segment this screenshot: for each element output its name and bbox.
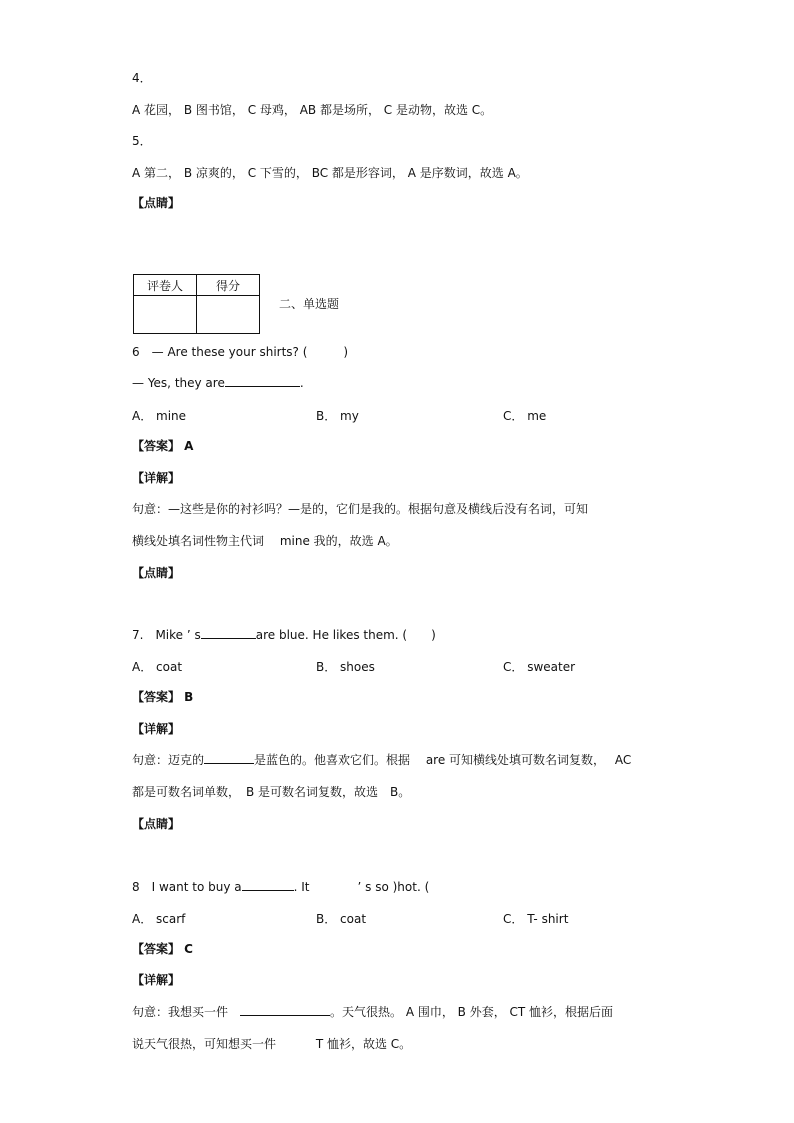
q6-option-b: B． my bbox=[316, 409, 359, 423]
q8-detail-label: 【详解】 bbox=[132, 973, 181, 987]
section-title: 二、单选题 bbox=[279, 297, 340, 311]
q6-detail-label: 【详解】 bbox=[132, 471, 181, 485]
q8-explanation-line2: 说天气很热，可知想买一件 T 恤衫，故选 C。 bbox=[132, 1037, 412, 1051]
q7-answer: 【答案】 B bbox=[132, 690, 194, 704]
q7-question: 7. Mike ’ s are blue. He likes them. ( ) bbox=[132, 628, 436, 642]
score-table-score-header: 得分 bbox=[197, 275, 260, 296]
q8-question: 8 I want to buy a . It ’ s so )hot. ( bbox=[132, 880, 430, 894]
score-table-reviewer-header: 评卷人 bbox=[134, 275, 197, 296]
q7-explanation-blank bbox=[204, 752, 254, 764]
q6-question: 6 — Are these your shirts? ( ) bbox=[132, 345, 349, 359]
q8-explanation-line1: 句意：我想买一件 。天气很热。 A 围巾， B 外套， CT 恤衫，根据后面 bbox=[132, 1005, 614, 1019]
q5-number: 5． bbox=[132, 134, 152, 148]
q6-explanation-line1: 句意：—这些是你的衬衫吗？—是的，它们是我的。根据句意及横线后没有名词，可知 bbox=[132, 502, 589, 516]
score-table-reviewer-cell[interactable] bbox=[134, 296, 197, 334]
q7-comment-label: 【点睛】 bbox=[132, 817, 181, 831]
q7-explanation-line2: 都是可数名词单数， B 是可数名词复数，故选 B。 bbox=[132, 785, 411, 799]
q8-option-b: B． coat bbox=[316, 912, 367, 926]
q7-option-c: C． sweater bbox=[503, 660, 576, 674]
q6-option-a: A． mine bbox=[132, 409, 187, 423]
q8-blank bbox=[242, 879, 294, 891]
q6-answer: 【答案】 A bbox=[132, 439, 194, 453]
q8-answer: 【答案】 C bbox=[132, 942, 193, 956]
q6-option-c: C． me bbox=[503, 409, 547, 423]
q7-option-a: A． coat bbox=[132, 660, 183, 674]
q5-comment-label: 【点睛】 bbox=[132, 196, 181, 210]
q6-comment-label: 【点睛】 bbox=[132, 566, 181, 580]
q8-option-c: C． T- shirt bbox=[503, 912, 569, 926]
q6-explanation-line2: 横线处填名词性物主代词 mine 我的，故选 A。 bbox=[132, 534, 398, 548]
q8-explanation-blank bbox=[240, 1004, 330, 1016]
q5-explanation: A 第二， B 凉爽的， C 下雪的， BC 都是形容词， A 是序数词，故选 A。 bbox=[132, 166, 528, 180]
q4-explanation: A 花园， B 图书馆， C 母鸡， AB 都是场所， C 是动物，故选 C。 bbox=[132, 103, 493, 117]
q7-explanation-line1: 句意：迈克的 是蓝色的。他喜欢它们。根据 are 可知横线处填可数名词复数， AC bbox=[132, 753, 632, 767]
q6-response: — Yes, they are . bbox=[132, 376, 304, 390]
q7-blank bbox=[201, 627, 256, 639]
q7-detail-label: 【详解】 bbox=[132, 722, 181, 736]
q8-option-a: A． scarf bbox=[132, 912, 186, 926]
q6-blank bbox=[225, 375, 300, 387]
q7-option-b: B． shoes bbox=[316, 660, 375, 674]
q4-number: 4． bbox=[132, 71, 152, 85]
score-table bbox=[133, 274, 260, 334]
score-table-score-cell[interactable] bbox=[197, 296, 260, 334]
